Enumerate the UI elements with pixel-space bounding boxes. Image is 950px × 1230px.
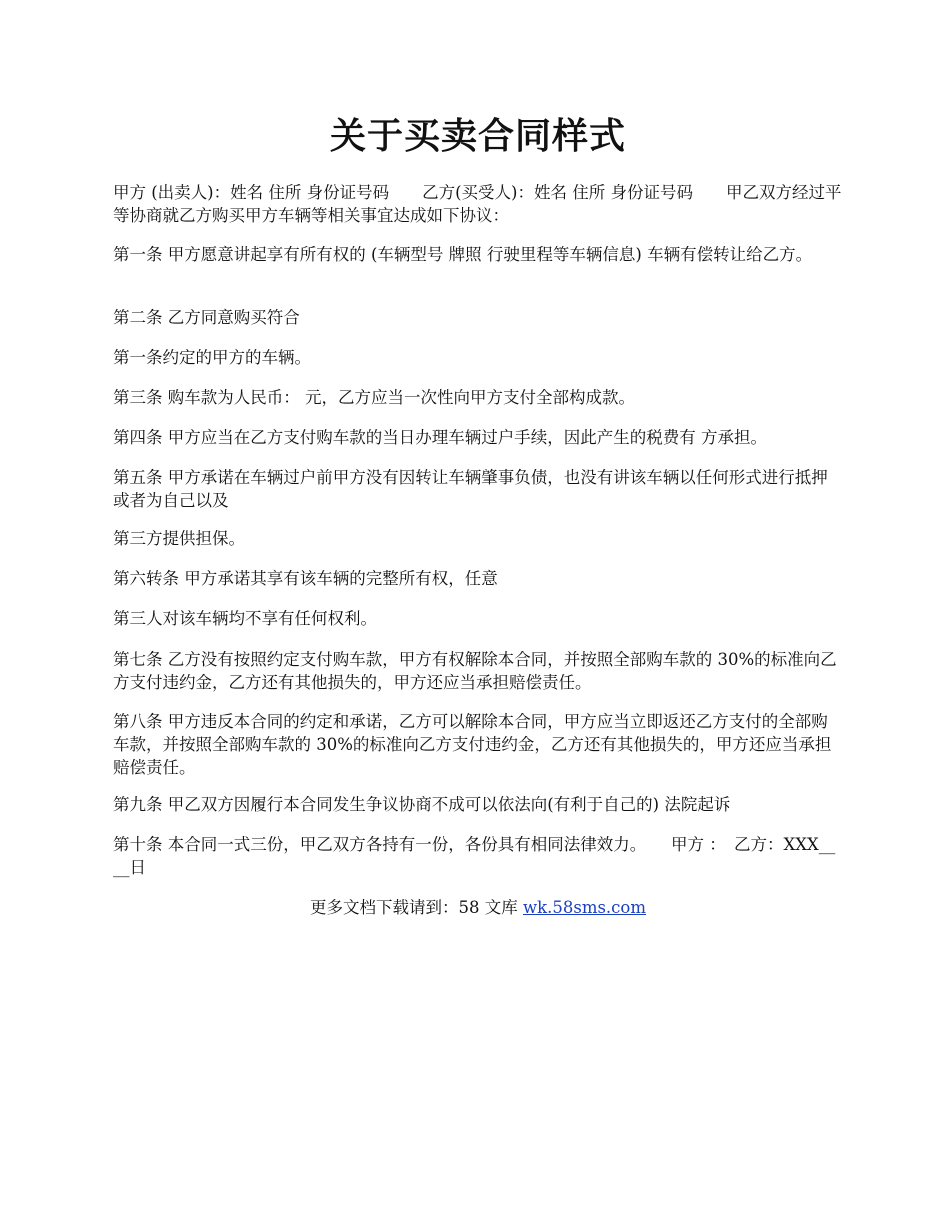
article-9: 第九条 甲乙双方因履行本合同发生争议协商不成可以依法向(有利于自己的) 法院起诉: [113, 795, 731, 814]
article-6: 第六转条 甲方承诺其享有该车辆的完整所有权，任意: [113, 569, 498, 588]
article-7: 第七条 乙方没有按照约定支付购车款，甲方有权解除本合同，并按照全部购车款的 30%的标准向乙方支付违约金，乙方还有其他损失的，甲方还应当承担赔偿责任。: [113, 650, 837, 692]
article-4: 第四条 甲方应当在乙方支付购车款的当日办理车辆过户手续，因此产生的税费有 方承担。: [113, 428, 767, 447]
article-3: 第三条 购车款为人民币： 元，乙方应当一次性向甲方支付全部构成款。: [113, 388, 635, 407]
footer-text: 更多文档下载请到：58 文库: [309, 898, 523, 917]
article-2: 第二条 乙方同意购买符合: [113, 308, 300, 327]
article-8: 第八条 甲方违反本合同的约定和承诺，乙方可以解除本合同，甲方应当立即返还乙方支付的全部购车款，并按照全部购车款的 30%的标准向乙方支付违约金，乙方还有其他损失的，甲方还应当承担赔偿责任。: [113, 712, 832, 777]
footer-link[interactable]: wk.58sms.com: [522, 898, 646, 917]
download-footer: [113, 896, 843, 919]
document-title: 关于买卖合同样式: [329, 115, 626, 157]
article-10: 第十条 本合同一式三份，甲乙双方各持有一份，各份具有相同法律效力。 甲方 ： 乙方：XXX____日: [113, 835, 836, 877]
parties-paragraph: 甲方 (出卖人)：姓名 住所 身份证号码 乙方(买受人)：姓名 住所 身份证号码 甲乙双方经过平等协商就乙方购买甲方车辆等相关事宜达成如下协议：: [113, 183, 842, 225]
article-1: 第一条 甲方愿意讲起享有所有权的 (车辆型号 牌照 行驶里程等车辆信息) 车辆有偿转让给乙方。: [113, 245, 813, 264]
article-2-continued: 第一条约定的甲方的车辆。: [113, 348, 311, 367]
article-5-continued: 第三方提供担保。: [113, 529, 245, 548]
article-5: 第五条 甲方承诺在车辆过户前甲方没有因转让车辆肇事负债，也没有讲该车辆以任何形式进行抵押或者为自己以及: [113, 468, 828, 510]
article-6-continued: 第三人对该车辆均不享有任何权利。: [113, 609, 377, 628]
